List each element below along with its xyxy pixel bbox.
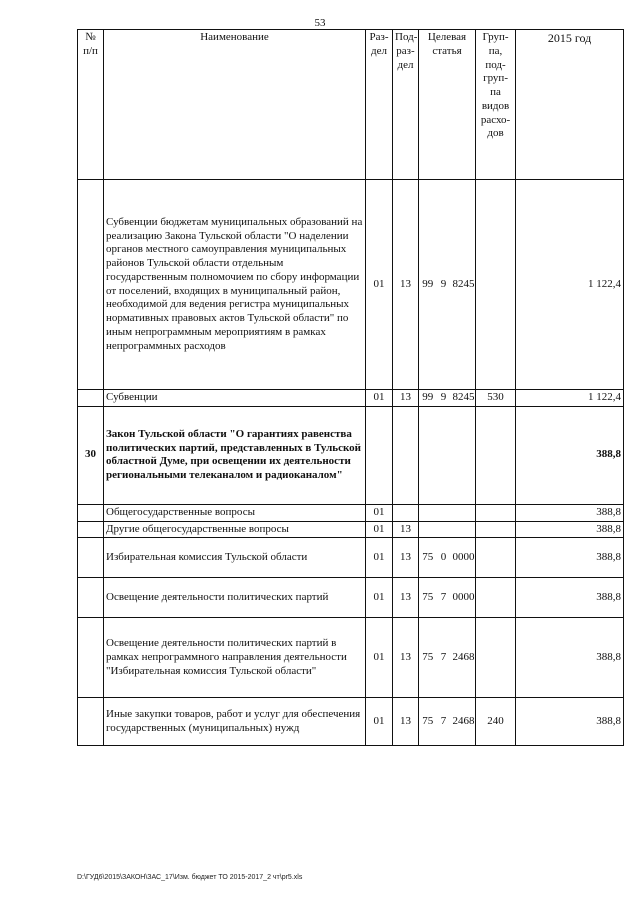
row-amount: 1 122,4 xyxy=(516,180,624,390)
row-group xyxy=(476,538,516,578)
row-target-3 xyxy=(451,504,476,521)
table-row xyxy=(78,504,624,521)
row-group xyxy=(476,406,516,504)
row-name: Субвенции бюджетам муниципальных образований на реализацию Закона Тульской области "О наделении органов местного самоуправления муниципальных районов Тульской области отдельным государственным полномочием по сбору информации от поселений, входящих в муниципальный район, необходимой для ведения регистра муниципальных нормативных правовых актов Тульской области" по иным непрограммным мероприятиям в рамках непрограммных расходов xyxy=(104,180,366,390)
row-target-1 xyxy=(419,521,437,538)
table-row xyxy=(78,406,624,504)
row-name: Закон Тульской области "О гарантиях равенства политических партий, представленных в Тульской областной Думе, при освещении их деятельности региональными телеканалом и радиоканалом" xyxy=(104,406,366,504)
row-razdel: 01 xyxy=(366,578,393,618)
row-target-2 xyxy=(437,406,451,504)
row-target-2: 7 xyxy=(437,698,451,746)
row-amount: 388,8 xyxy=(516,578,624,618)
row-target-1: 75 xyxy=(419,618,437,698)
row-amount: 388,8 xyxy=(516,406,624,504)
row-target-1 xyxy=(419,504,437,521)
row-podrazdel: 13 xyxy=(393,180,419,390)
row-number xyxy=(78,578,104,618)
row-amount: 388,8 xyxy=(516,618,624,698)
row-group xyxy=(476,578,516,618)
row-number xyxy=(78,180,104,390)
table-row xyxy=(78,180,624,390)
row-number xyxy=(78,504,104,521)
row-target-2 xyxy=(437,521,451,538)
row-podrazdel xyxy=(393,504,419,521)
row-target-1: 99 xyxy=(419,390,437,407)
row-target-2 xyxy=(437,504,451,521)
row-razdel: 01 xyxy=(366,390,393,407)
row-group: 240 xyxy=(476,698,516,746)
row-podrazdel: 13 xyxy=(393,521,419,538)
header-row xyxy=(78,30,624,180)
row-number xyxy=(78,698,104,746)
row-amount: 388,8 xyxy=(516,538,624,578)
row-name: Общегосударственные вопросы xyxy=(104,504,366,521)
row-name: Субвенции xyxy=(104,390,366,407)
row-group: 530 xyxy=(476,390,516,407)
row-target-1: 99 xyxy=(419,180,437,390)
row-target-1: 75 xyxy=(419,698,437,746)
row-podrazdel: 13 xyxy=(393,538,419,578)
col-header-podrazdel: Под- раз- дел xyxy=(393,30,419,180)
row-target-3: 2468 xyxy=(451,698,476,746)
row-group xyxy=(476,504,516,521)
page-number: 53 xyxy=(314,17,326,29)
row-number: 30 xyxy=(78,406,104,504)
row-podrazdel: 13 xyxy=(393,698,419,746)
row-group xyxy=(476,618,516,698)
row-razdel: 01 xyxy=(366,538,393,578)
row-podrazdel: 13 xyxy=(393,390,419,407)
row-target-1 xyxy=(419,406,437,504)
row-target-2: 9 xyxy=(437,180,451,390)
col-header-target: Целевая статья xyxy=(419,30,476,180)
table-row xyxy=(78,390,624,407)
row-podrazdel: 13 xyxy=(393,618,419,698)
row-target-2: 9 xyxy=(437,390,451,407)
row-target-2: 7 xyxy=(437,618,451,698)
row-target-3 xyxy=(451,521,476,538)
row-name: Освещение деятельности политических партий xyxy=(104,578,366,618)
file-path-footer: D:\ГУД6\2015\ЗАКОН\ЗАС_17\Изм. бюджет ТО 2015-2017_2 чт\pr5.xls xyxy=(77,874,303,881)
row-target-1: 75 xyxy=(419,538,437,578)
col-header-num: № п/п xyxy=(78,30,104,180)
row-number xyxy=(78,521,104,538)
row-razdel: 01 xyxy=(366,618,393,698)
table-row xyxy=(78,578,624,618)
col-header-group: Груп- па, под- груп- па видов расхо- дов xyxy=(476,30,516,180)
row-name: Другие общегосударственные вопросы xyxy=(104,521,366,538)
row-target-1: 75 xyxy=(419,578,437,618)
row-podrazdel: 13 xyxy=(393,578,419,618)
row-amount: 388,8 xyxy=(516,521,624,538)
col-header-razdel: Раз- дел xyxy=(366,30,393,180)
table-row xyxy=(78,698,624,746)
row-target-2: 7 xyxy=(437,578,451,618)
row-number xyxy=(78,618,104,698)
row-amount: 388,8 xyxy=(516,698,624,746)
row-target-2: 0 xyxy=(437,538,451,578)
row-razdel xyxy=(366,406,393,504)
col-header-year: 2015 год xyxy=(516,30,624,180)
row-group xyxy=(476,521,516,538)
row-target-3: 0000 xyxy=(451,578,476,618)
row-name: Освещение деятельности политических партий в рамках непрограммного направления деятельности "Избирательная комиссия Тульской области" xyxy=(104,618,366,698)
row-target-3: 8245 xyxy=(451,390,476,407)
table-row xyxy=(78,538,624,578)
row-razdel: 01 xyxy=(366,521,393,538)
row-razdel: 01 xyxy=(366,180,393,390)
row-group xyxy=(476,180,516,390)
budget-table xyxy=(77,29,624,746)
row-amount: 1 122,4 xyxy=(516,390,624,407)
row-name: Избирательная комиссия Тульской области xyxy=(104,538,366,578)
row-number xyxy=(78,390,104,407)
row-target-3: 8245 xyxy=(451,180,476,390)
row-target-3 xyxy=(451,406,476,504)
table-row xyxy=(78,521,624,538)
row-razdel: 01 xyxy=(366,504,393,521)
col-header-name: Наименование xyxy=(104,30,366,180)
row-podrazdel xyxy=(393,406,419,504)
row-amount: 388,8 xyxy=(516,504,624,521)
row-razdel: 01 xyxy=(366,698,393,746)
row-name: Иные закупки товаров, работ и услуг для обеспечения государственных (муниципальных) нужд xyxy=(104,698,366,746)
table-row xyxy=(78,618,624,698)
row-target-3: 0000 xyxy=(451,538,476,578)
row-target-3: 2468 xyxy=(451,618,476,698)
row-number xyxy=(78,538,104,578)
